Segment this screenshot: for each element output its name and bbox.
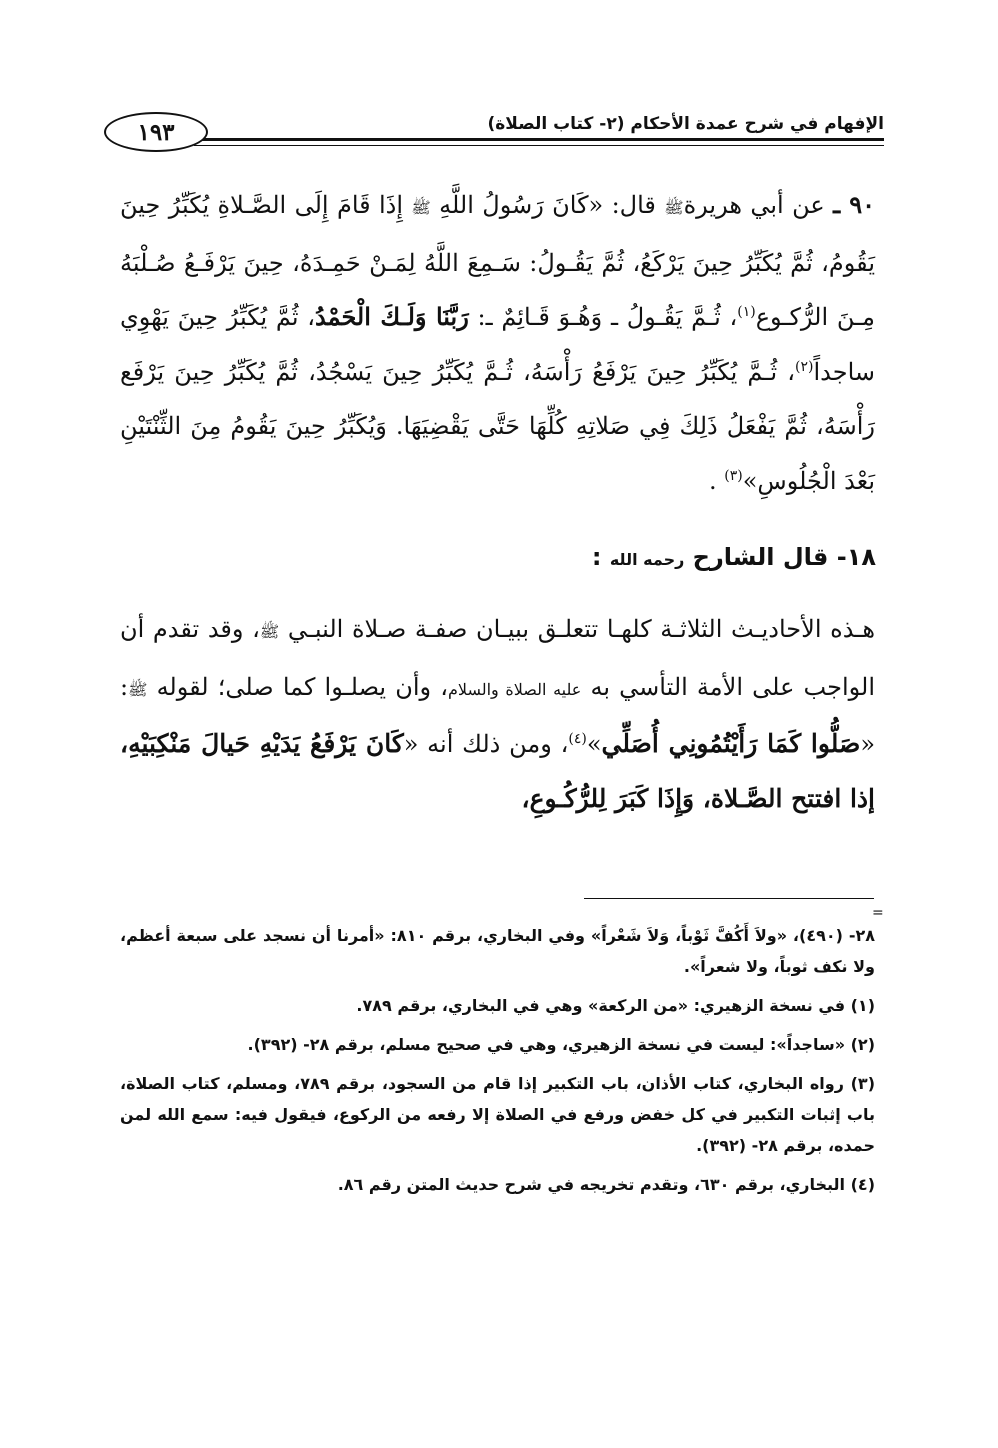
header-rule-thick xyxy=(194,138,884,141)
hadith-said: قال: «كَانَ رَسُولُ اللَّهِ xyxy=(439,191,656,219)
commentary-p5: » xyxy=(586,730,602,758)
footnote-2: (٢) «ساجداً»: ليست في نسخة الزهيري، وهي في صحيح مسلم، برقم ٢٨- (٣٩٢). xyxy=(247,1035,875,1054)
quote-raising-hands: كَانَ يَرْفَعُ يَدَيْهِ حَيالَ مَنْكِبَيْهِ، إذا افتتح الصَّـلاة، وَإِذَا كَبَرَ لِلرُّكُـوعِ، xyxy=(120,729,875,813)
saw-icon: ﷺ xyxy=(259,622,280,641)
commentary-text xyxy=(120,602,875,826)
saw-icon: ﷺ xyxy=(128,679,148,699)
quote-pray-as-me: صَلُّوا كَمَا رَأَيْتُمُونِي أُصَلِّي xyxy=(601,729,861,758)
commentary-p3: ، وأن يصلـوا كما صلى؛ لقوله xyxy=(156,672,448,701)
hadith-end: . xyxy=(708,466,717,495)
page-header xyxy=(104,112,884,154)
saw-icon: ﷺ xyxy=(411,198,431,217)
hadith-text-2: ، ثُـمَّ يَقُـولُ ـ وَهُـوَ قَـائِمٌ ـ: xyxy=(477,303,738,331)
footnote-4: (٤) البخاري، برقم ٦٣٠، وتقدم تخريجه في شرح حديث المتن رقم ٨٦. xyxy=(337,1175,875,1194)
rahimahullah-icon: رحمه الله xyxy=(609,550,685,569)
section-heading xyxy=(592,543,876,571)
footnote-3: (٣) رواه البخاري، كتاب الأذان، باب التكبير إذا قام من السجود، برقم ٧٨٩، ومسلم، كتاب الصلاة، باب إثبات التكبير في كل خفض ورفع في الصلاة إلا رفعه من الركوع، فيقول فيه: سمع الله لمن حمده، برقم ٢٨- (٣٩٢). xyxy=(120,1074,875,1155)
footnote-carry: ٢٨- (٤٩٠)، «ولاَ أَكُفَّ ثَوْباً، وَلاَ شَعْراً» وفي البخاري، برقم ٨١٠: «أمرنا أن نسجد على سبعة أعظم، ولا نكف ثوباً، ولا شعراً». xyxy=(120,926,876,976)
hadith-text-4: ، ثُـمَّ يُكَبِّرُ حِينَ يَرْفَعُ رَأْسَهُ، ثُـمَّ يُكَبِّرُ حِينَ يَسْجُدُ، ثُمَّ يُكَبِّرُ حِينَ يَرْفَع رَأْسَهُ، ثُمَّ يَفْعَلُ ذَلِكَ فِي صَلاتِهِ كُلِّهَا حَتَّى يَقْضِيَهَا. وَيُكَبِّرُ حِينَ يَقُومُ مِنَ الثِّنْتَيْنِ بَعْدَ الْجُلُوسِ» xyxy=(120,357,875,495)
footnote-1: (١) في نسخة الزهيري: «من الركعة» وهي في البخاري، برقم ٧٨٩. xyxy=(356,996,875,1015)
commentary-p4: : « xyxy=(120,672,875,758)
heading-colon: : xyxy=(591,543,602,571)
hadith-intro: عن أبي هريرة xyxy=(683,191,825,219)
footnotes xyxy=(120,920,875,1208)
page-number: ١٩٣ xyxy=(104,112,208,152)
header-rule-thin xyxy=(194,145,884,146)
honorific-icon: ﷺ xyxy=(664,198,684,217)
footnote-ref-3[interactable]: (٣) xyxy=(724,467,743,484)
commentary-p2: ، وقد تقدم أن الواجب على الأمة التأسي به xyxy=(120,615,875,701)
footnote-continuation-marker: = xyxy=(872,905,884,921)
running-title: الإفهام في شرح عمدة الأحكام (٢- كتاب الصلاة) xyxy=(487,114,884,134)
heading-label: قال الشارح xyxy=(692,543,829,571)
footnote-ref-4[interactable]: (٤) xyxy=(568,731,587,747)
hadith-text-3: ، ثُمَّ يُكَبِّرُ حِينَ يَهْوِي ساجداً xyxy=(120,303,875,386)
commentary-p1: هـذه الأحاديـث الثلاثـة كلهـا تتعلـق ببيـان صفـة صـلاة النبـي xyxy=(287,615,875,643)
hadith-bold-phrase: رَبَّنَا وَلَـكَ الْحَمْدُ xyxy=(314,302,469,331)
footnote-ref-1[interactable]: (١) xyxy=(737,304,756,320)
hadith-number: ٩٠ ـ xyxy=(833,190,875,219)
hadith-text xyxy=(120,178,875,508)
heading-number: ١٨- xyxy=(836,543,876,571)
footnote-ref-2[interactable]: (٢) xyxy=(795,358,814,375)
footnote-separator xyxy=(584,898,874,899)
alayhi-salam-icon: عليه الصلاة والسلام xyxy=(448,679,582,699)
hadith-text-1: إِذَا قَامَ إِلَى الصَّـلاةِ يُكَبِّرُ حِينَ يَقُومُ، ثُمَّ يُكَبِّرُ حِينَ يَرْكَعُ، ثُمَّ يَقُـولُ: سَـمِعَ اللَّهُ لِمَـنْ حَمِـدَهُ، حِينَ يَرْفَـعُ صُـلْبَهُ مِـنَ الرُّكـوع xyxy=(120,191,876,331)
commentary-p6: ، ومن ذلك أنه « xyxy=(403,730,569,758)
